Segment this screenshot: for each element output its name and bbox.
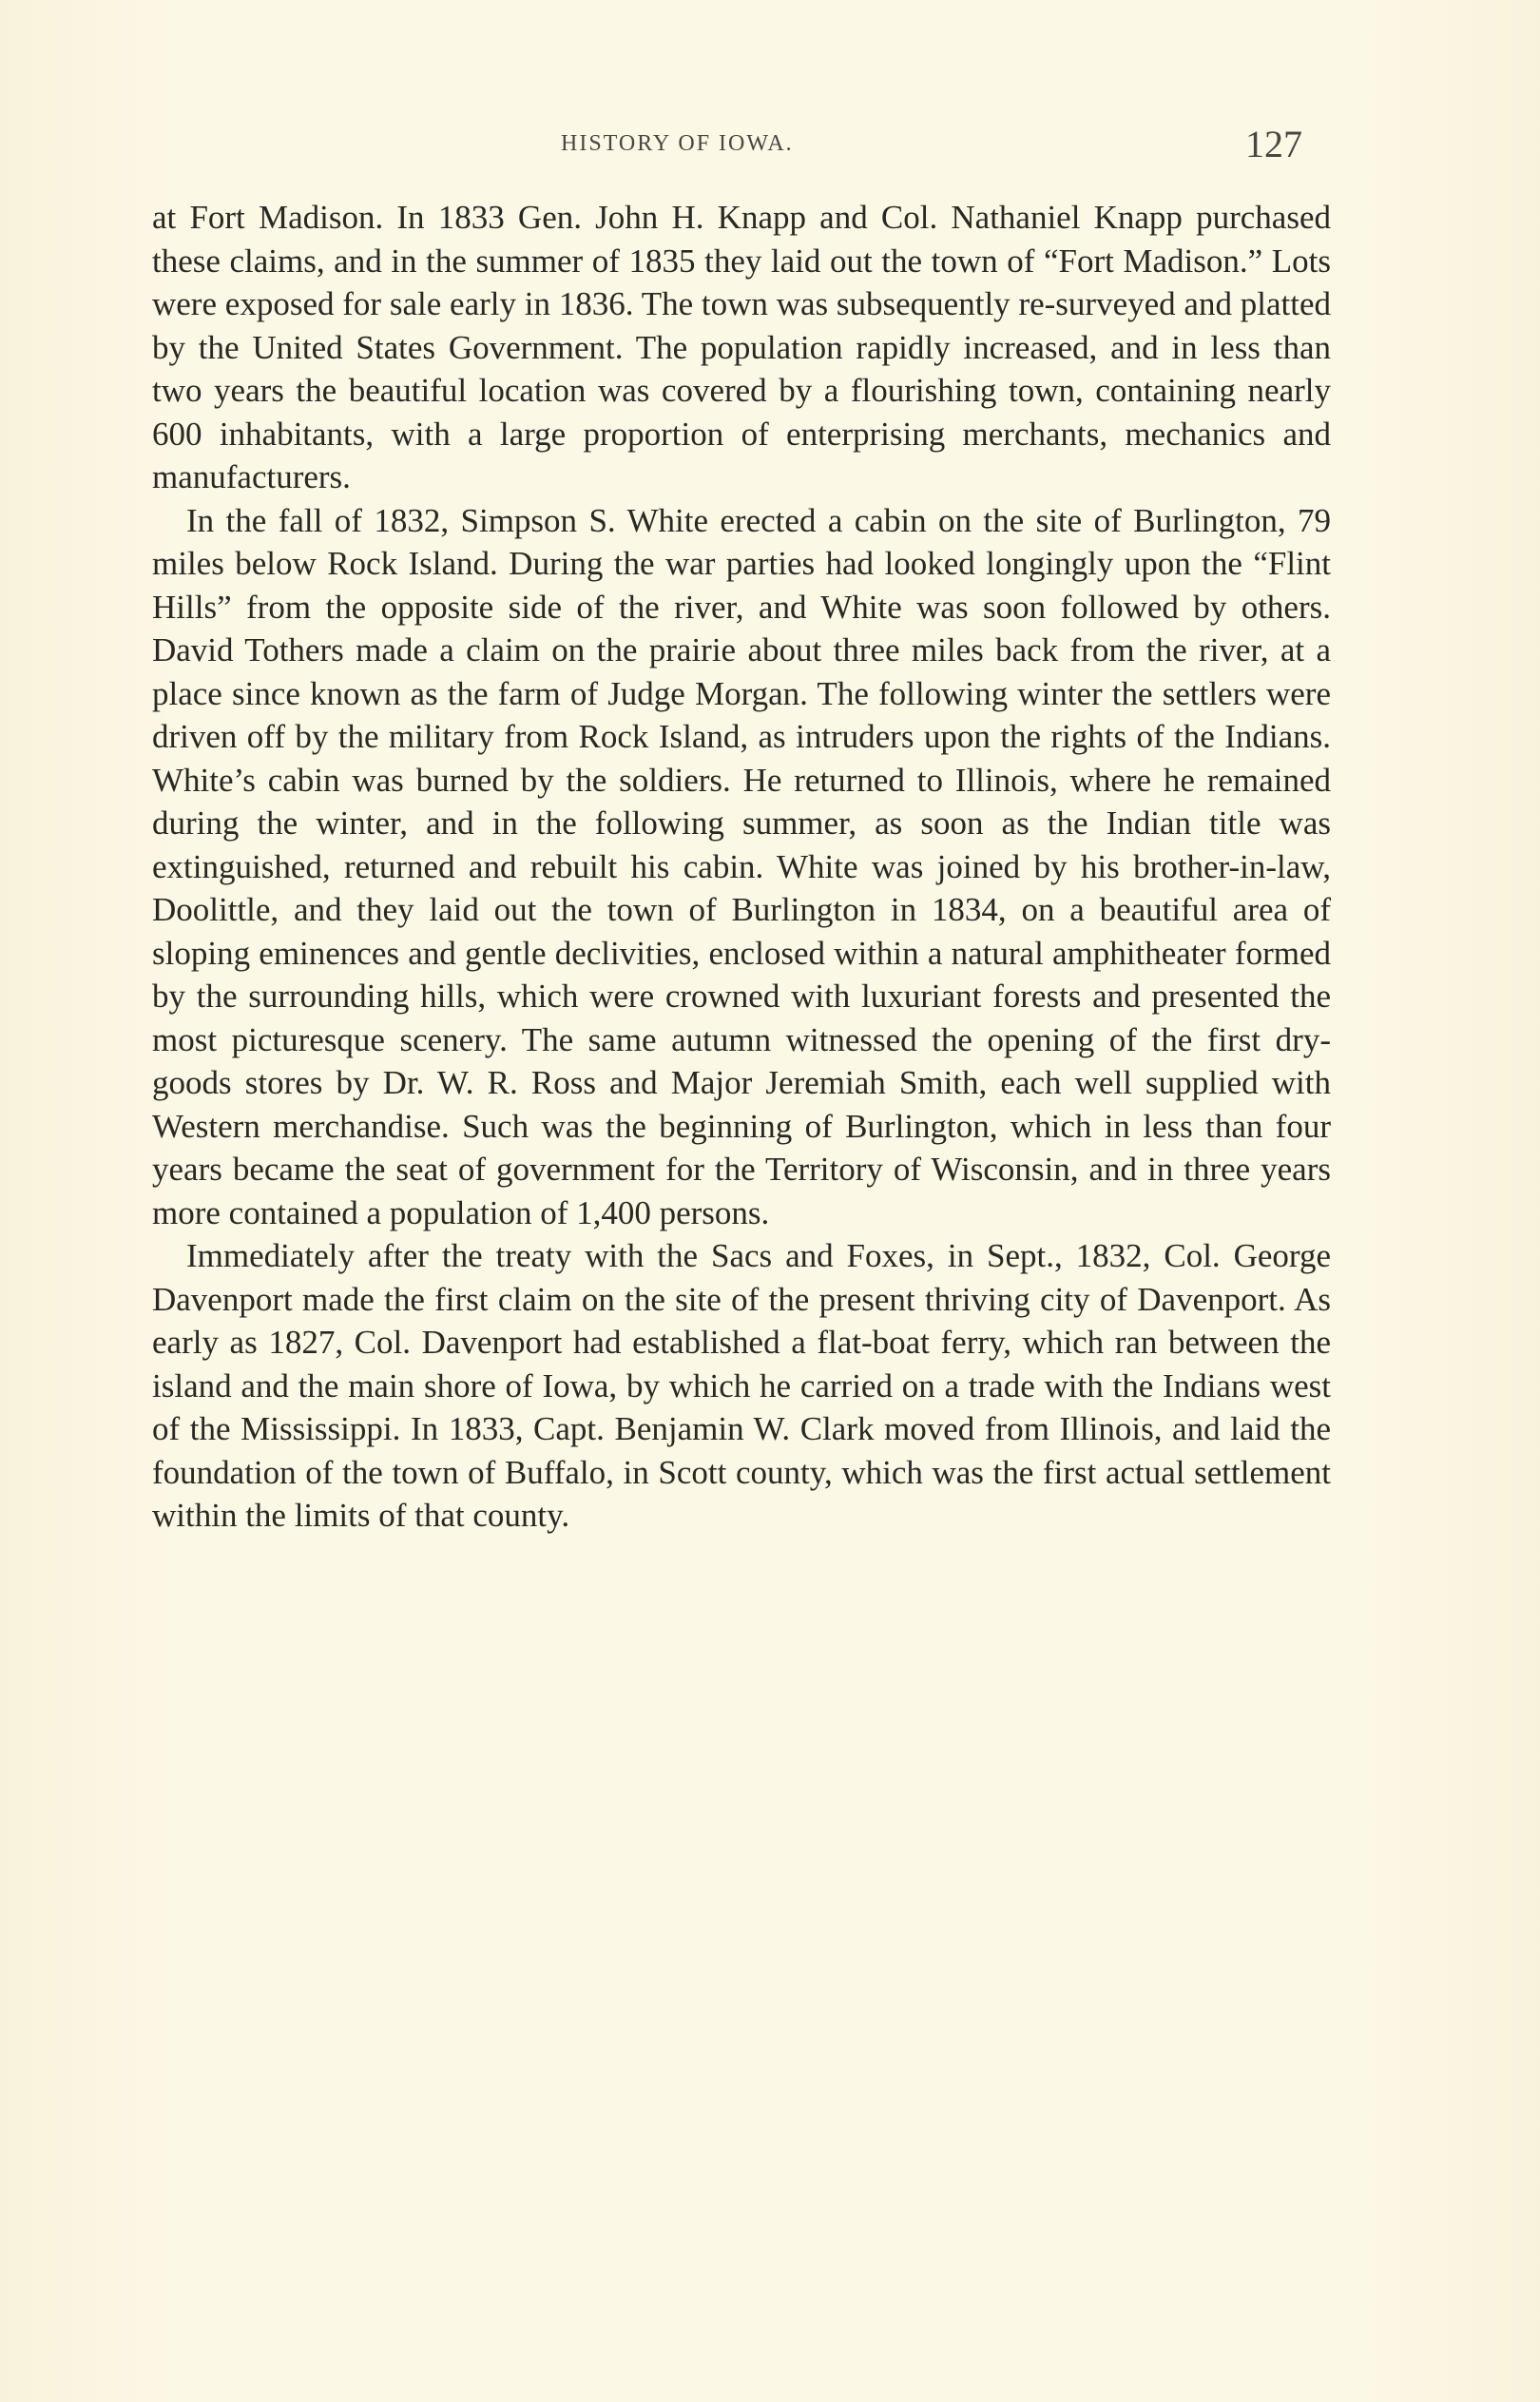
running-head: HISTORY OF IOWA. (561, 131, 794, 156)
paragraph-davenport: Immediately after the treaty with the Sacs and Foxes, in Sept., 1832, Col. George Davenport made the first claim on the site of the present thriving city of Davenport. As early as 1827, Col. Davenport had established a flat-boat ferry, which ran between the island and the main shore of Iowa, by which he carried on a trade with the Indians west of the Mississippi. In 1833, Capt. Benjamin W. Clark moved from Illinois, and laid the foundation of the town of Buffalo, in Scott county, which was the first actual settlement within the limits of that county. (152, 1237, 1331, 1534)
paragraph-burlington: In the fall of 1832, Simpson S. White erected a cabin on the site of Burlington, 79 miles below Rock Island. During the war parties had looked longingly upon the “Flint Hills” from the opposite side of the river, and White was soon followed by others. David Tothers made a claim on the prairie about three miles back from the river, at a place since known as the farm of Judge Morgan. The following winter the settlers were driven off by the military from Rock Island, as intruders upon the rights of the Indians. White’s cabin was burned by the soldiers. He returned to Illinois, where he remained during the winter, and in the following summer, as soon as the Indian title was extinguished, returned and rebuilt his cabin. White was joined by his brother-in-law, Doolittle, and they laid out the town of Burlington in 1834, on a beautiful area of sloping eminences and gentle declivities, enclosed within a natural amphitheater formed by the surrounding hills, which were crowned with luxuriant forests and presented the most picturesque scenery. The same autumn witnessed the opening of the first dry-goods stores by Dr. W. R. Ross and Major Jeremiah Smith, each well supplied with Western merchandise. Such was the beginning of Burlington, which in less than four years became the seat of government for the Territory of Wisconsin, and in three years more contained a population of 1,400 persons. (152, 501, 1331, 1231)
paragraph-fort-madison: at Fort Madison. In 1833 Gen. John H. Knapp and Col. Nathaniel Knapp purchased these claims, and in the summer of 1835 they laid out the town of “Fort Madison.” Lots were exposed for sale early in 1836. The town was subsequently re-surveyed and platted by the United States Government. The population rapidly increased, and in less than two years the beautiful location was covered by a flourishing town, containing nearly 600 inhabitants, with a large proportion of enterprising merchants, mechanics and manufacturers. (152, 199, 1331, 495)
page-number: 127 (1245, 123, 1302, 165)
body-text (152, 196, 1331, 1538)
